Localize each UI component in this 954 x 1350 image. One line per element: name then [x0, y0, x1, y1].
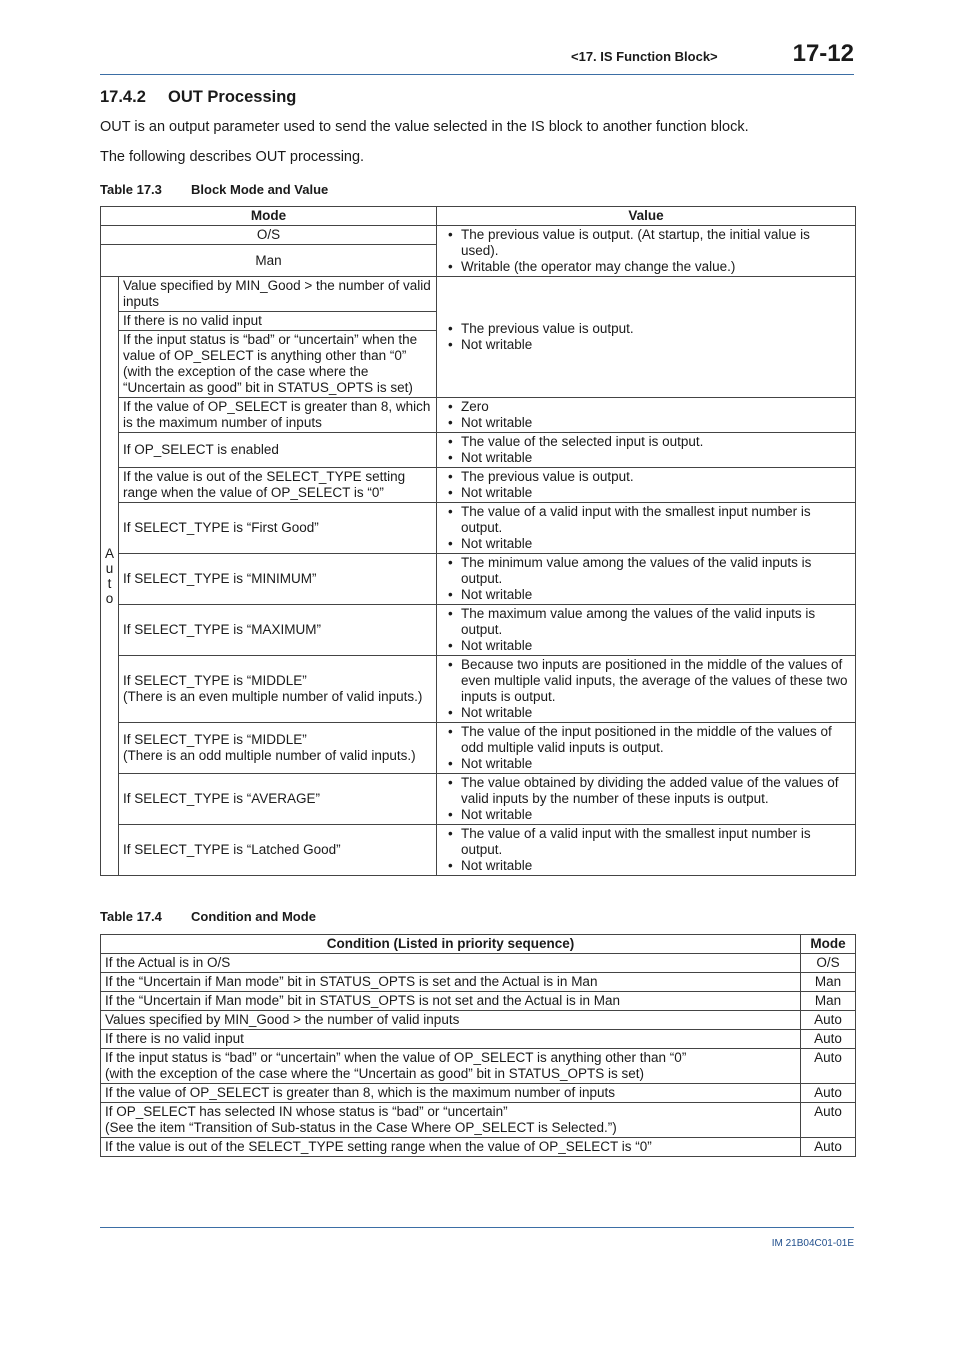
mode-cell: Auto: [801, 1011, 856, 1030]
value-item: • Because two inputs are positioned in the middle of the values of even multiple valid inputs, the average of the values of these two inputs is output.: [461, 657, 851, 705]
mode-os: O/S: [101, 226, 437, 245]
table-row: [101, 1138, 856, 1157]
document-id: IM 21B04C01-01E: [771, 1238, 854, 1249]
auto-value: [437, 656, 856, 723]
condition-line: If OP_SELECT has selected IN whose status is “bad” or “uncertain”: [105, 1104, 508, 1119]
auto-letter: A: [104, 546, 114, 561]
condition-cell: If the “Uncertain if Man mode” bit in STATUS_OPTS is not set and the Actual is in Man: [101, 992, 801, 1011]
value-item: • Not writable: [461, 807, 851, 823]
condition-cell: If the value of OP_SELECT is greater than 8, which is the maximum number of inputs: [101, 1084, 801, 1103]
condition-line: (There is an odd multiple number of valid inputs.): [123, 748, 416, 763]
condition-cell: [101, 1103, 801, 1138]
mode-cell: O/S: [801, 954, 856, 973]
condition-cell: If the Actual is in O/S: [101, 954, 801, 973]
auto-condition: If the value is out of the SELECT_TYPE setting range when the value of OP_SELECT is “0”: [119, 468, 437, 503]
value-item: • The value of a valid input with the smallest input number is output.: [461, 826, 851, 858]
auto-condition: If SELECT_TYPE is “Latched Good”: [119, 825, 437, 876]
auto-value: [437, 825, 856, 876]
auto-condition: If OP_SELECT is enabled: [119, 433, 437, 468]
header-mode: Mode: [801, 935, 856, 954]
auto-value: [437, 468, 856, 503]
auto-value: [437, 605, 856, 656]
value-item: • Not writable: [461, 638, 851, 654]
auto-condition: [119, 723, 437, 774]
section-heading: [100, 88, 296, 107]
mode-cell: Auto: [801, 1084, 856, 1103]
condition-cell: If there is no valid input: [101, 1030, 801, 1049]
value-item: • The value of a valid input with the smallest input number is output.: [461, 504, 851, 536]
auto-value: [437, 398, 856, 433]
value-item: • Not writable: [461, 587, 851, 603]
auto-value: [437, 433, 856, 468]
auto-condition: If the input status is “bad” or “uncertain” when the value of OP_SELECT is anything other than “0” (with the exception of the case where the “Uncertain as good” bit in STATUS_OPTS is set): [119, 331, 437, 398]
header-value: Value: [437, 207, 856, 226]
mode-cell: Auto: [801, 1030, 856, 1049]
table2-title: Condition and Mode: [191, 909, 316, 924]
auto-letter: t: [107, 576, 112, 591]
value-item: • The maximum value among the values of the valid inputs is output.: [461, 606, 851, 638]
auto-letter: u: [105, 561, 114, 576]
value-item: • The previous value is output. (At startup, the initial value is used).: [461, 227, 851, 259]
table-row: [101, 1103, 856, 1138]
mode-cell: Auto: [801, 1049, 856, 1084]
paragraph-out-desc: The following describes OUT processing.: [100, 149, 365, 165]
table2-label: Table 17.4: [100, 909, 162, 924]
auto-condition: If there is no valid input: [119, 312, 437, 331]
table1-title: Block Mode and Value: [191, 182, 329, 197]
header-rule: [100, 74, 854, 75]
chapter-header: <17. IS Function Block>: [571, 49, 718, 64]
mode-cell: Auto: [801, 1138, 856, 1157]
value-item: • The previous value is output.: [461, 321, 851, 337]
value-item: • Not writable: [461, 756, 851, 772]
section-number: 17.4.2: [100, 88, 146, 106]
condition-line: (There is an even multiple number of valid inputs.): [123, 689, 423, 704]
value-item: • Writable (the operator may change the value.): [461, 259, 851, 275]
mode-cell: Auto: [801, 1103, 856, 1138]
mode-man: Man: [101, 245, 437, 277]
condition-line: If the input status is “bad” or “uncertain” when the value of OP_SELECT is anything other than “0”: [105, 1050, 687, 1065]
value-item: • Not writable: [461, 705, 851, 721]
auto-value: [437, 277, 856, 398]
table1-caption: [100, 182, 328, 197]
condition-mode-table: [100, 934, 856, 1157]
section-title: OUT Processing: [168, 88, 297, 106]
value-item: • Not writable: [461, 536, 851, 552]
table2-caption: [100, 909, 316, 924]
condition-cell: [101, 1049, 801, 1084]
auto-condition: If SELECT_TYPE is “First Good”: [119, 503, 437, 554]
footer-rule: [100, 1227, 854, 1228]
condition-cell: If the “Uncertain if Man mode” bit in STATUS_OPTS is set and the Actual is in Man: [101, 973, 801, 992]
table1-label: Table 17.3: [100, 182, 162, 197]
auto-value: [437, 554, 856, 605]
auto-condition: If SELECT_TYPE is “MAXIMUM”: [119, 605, 437, 656]
page-number: 17-12: [792, 40, 854, 67]
table-row: [101, 992, 856, 1011]
mode-cell: Man: [801, 973, 856, 992]
block-mode-value-table: [100, 206, 856, 876]
value-item: • The previous value is output.: [461, 469, 851, 485]
mode-cell: Man: [801, 992, 856, 1011]
auto-value: [437, 774, 856, 825]
auto-condition: If SELECT_TYPE is “AVERAGE”: [119, 774, 437, 825]
auto-condition: If SELECT_TYPE is “MINIMUM”: [119, 554, 437, 605]
value-item: • The value of the selected input is output.: [461, 434, 851, 450]
auto-letter: o: [105, 591, 114, 606]
value-item: • Not writable: [461, 450, 851, 466]
table-row: [101, 954, 856, 973]
table-row: [101, 1011, 856, 1030]
os-man-value: [437, 226, 856, 277]
header-condition: Condition (Listed in priority sequence): [101, 935, 801, 954]
value-item: • The value obtained by dividing the added value of the values of valid inputs by the number of these inputs is output.: [461, 775, 851, 807]
table-row: [101, 1084, 856, 1103]
value-item: • The value of the input positioned in the middle of the values of odd multiple valid inputs is output.: [461, 724, 851, 756]
condition-cell: Values specified by MIN_Good > the number of valid inputs: [101, 1011, 801, 1030]
auto-condition: [119, 656, 437, 723]
condition-cell: If the value is out of the SELECT_TYPE setting range when the value of OP_SELECT is “0”: [101, 1138, 801, 1157]
paragraph-out-intro: OUT is an output parameter used to send the value selected in the IS block to another function block.: [100, 119, 749, 135]
auto-condition: Value specified by MIN_Good > the number of valid inputs: [119, 277, 437, 312]
value-item: • Not writable: [461, 337, 851, 353]
value-item: • Zero: [461, 399, 851, 415]
value-item: • Not writable: [461, 415, 851, 431]
condition-line: If SELECT_TYPE is “MIDDLE”: [123, 732, 307, 747]
auto-value: [437, 723, 856, 774]
table-row: [101, 973, 856, 992]
condition-line: (See the item “Transition of Sub-status in the Case Where OP_SELECT is Selected.”): [105, 1120, 617, 1135]
value-item: • The minimum value among the values of the valid inputs is output.: [461, 555, 851, 587]
header-mode: Mode: [101, 207, 437, 226]
auto-value: [437, 503, 856, 554]
table-row: [101, 1030, 856, 1049]
auto-condition: If the value of OP_SELECT is greater than 8, which is the maximum number of inputs: [119, 398, 437, 433]
condition-line: If SELECT_TYPE is “MIDDLE”: [123, 673, 307, 688]
condition-line: (with the exception of the case where the “Uncertain as good” bit in STATUS_OPTS is set): [105, 1066, 644, 1081]
table-row: [101, 1049, 856, 1084]
value-item: • Not writable: [461, 858, 851, 874]
value-item: • Not writable: [461, 485, 851, 501]
mode-auto-vertical: [101, 277, 119, 876]
